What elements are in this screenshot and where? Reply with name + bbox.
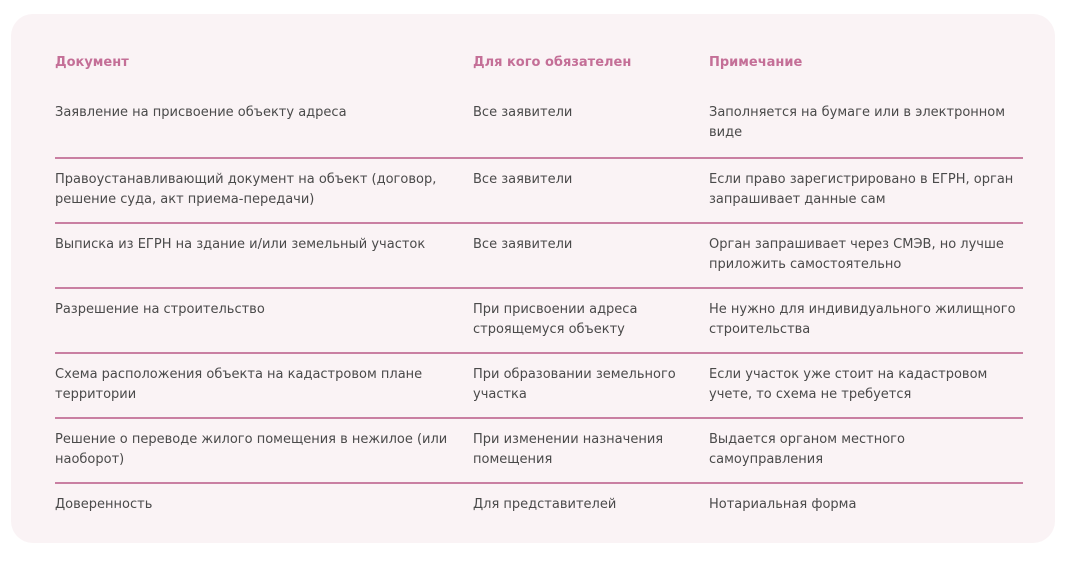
documents-card [11, 14, 1055, 543]
cell-note: Орган запрашивает через СМЭВ, но лучше приложить самостоятельно [709, 237, 1004, 272]
cell-note: Нотариальная форма [709, 497, 857, 512]
table-row [55, 157, 1023, 222]
table-row [55, 287, 1023, 352]
cell-required-for: Все заявители [473, 237, 573, 252]
cell-required-for: Все заявители [473, 172, 573, 187]
table-row [55, 222, 1023, 287]
table-row [55, 352, 1023, 417]
cell-document: Схема расположения объекта на кадастровом плане территории [55, 367, 423, 402]
cell-note: Если право зарегистрировано в ЕГРН, орган запрашивает данные сам [709, 172, 1014, 207]
cell-document: Разрешение на строительство [55, 302, 265, 317]
table-header-row [55, 50, 1023, 90]
cell-required-for: При изменении назначения помещения [473, 432, 664, 467]
table-row [55, 417, 1023, 482]
header-note: Примечание [709, 55, 803, 70]
cell-document: Выписка из ЕГРН на здание и/или земельный участок [55, 237, 426, 252]
cell-required-for: Все заявители [473, 105, 573, 120]
cell-note: Заполняется на бумаге или в электронном виде [709, 105, 1006, 140]
cell-required-for: При образовании земельного участка [473, 367, 676, 402]
cell-document: Доверенность [55, 497, 153, 512]
cell-document: Заявление на присвоение объекту адреса [55, 105, 347, 120]
cell-document: Правоустанавливающий документ на объект (договор, решение суда, акт приема-передачи) [55, 172, 437, 207]
header-required-for: Для кого обязателен [473, 55, 632, 70]
cell-document: Решение о переводе жилого помещения в нежилое (или наоборот) [55, 432, 448, 467]
cell-note: Если участок уже стоит на кадастровом учете, то схема не требуется [709, 367, 988, 402]
header-document: Документ [55, 55, 129, 70]
cell-note: Выдается органом местного самоуправления [709, 432, 905, 467]
table-row [55, 90, 1023, 157]
cell-note: Не нужно для индивидуального жилищного строительства [709, 302, 1016, 337]
documents-table [55, 50, 1023, 547]
cell-required-for: При присвоении адреса строящемуся объекту [473, 302, 638, 337]
table-row [55, 482, 1023, 547]
cell-required-for: Для представителей [473, 497, 617, 512]
